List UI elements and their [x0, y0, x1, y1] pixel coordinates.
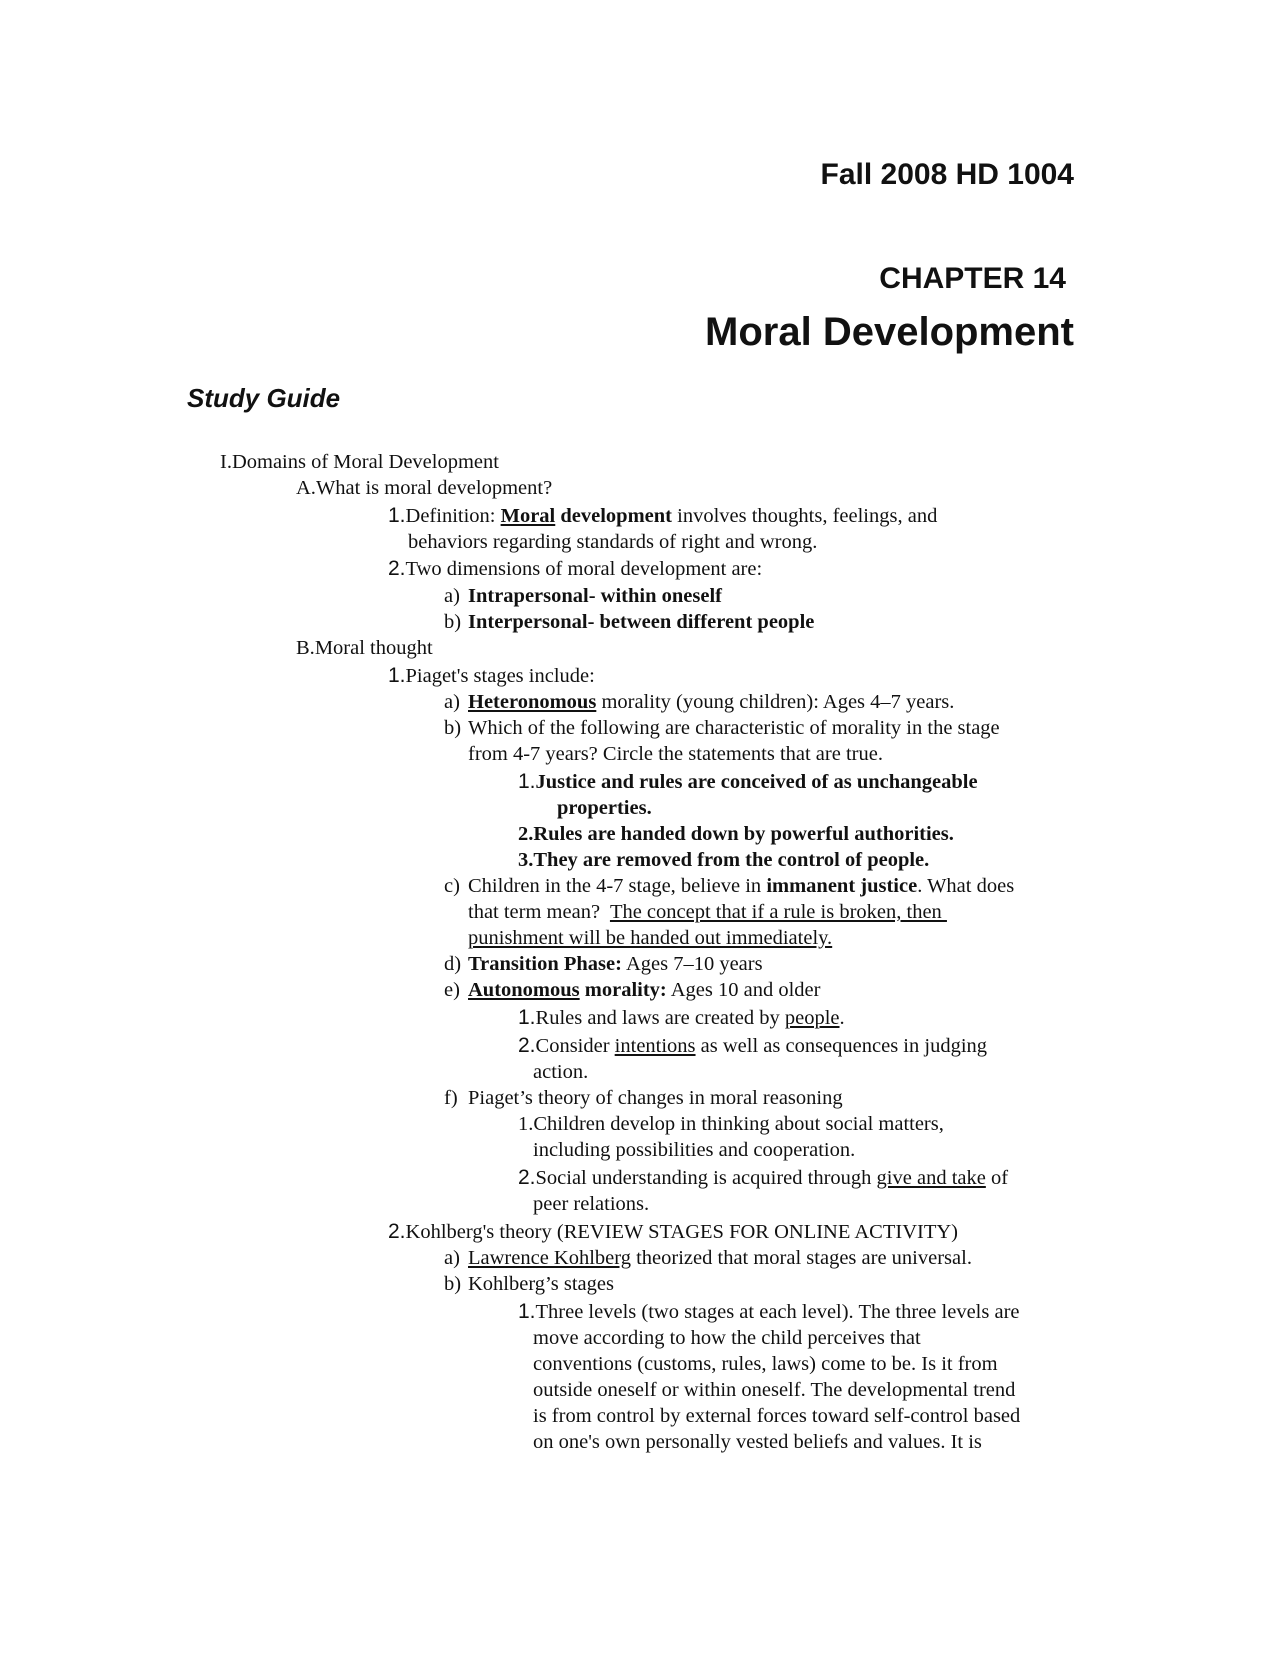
outline-item-b2b1-line5: is from control by external forces toward self-control based: [533, 1405, 1021, 1427]
outline-item-b1e2-continued: action.: [533, 1061, 589, 1083]
outline-item-b1: 1.Piaget's stages include:: [388, 664, 595, 687]
study-guide-heading: Study Guide: [187, 383, 341, 413]
outline-item-b1b2: 2.Rules are handed down by powerful authorities.: [518, 823, 954, 845]
outline-item-b1c-continued: that term mean? The concept that if a rule is broken, then: [468, 901, 947, 923]
outline-item-b1d: d) Transition Phase: Ages 7–10 years: [444, 953, 763, 975]
outline-item-a1-continued: behaviors regarding standards of right and wrong.: [408, 531, 818, 553]
outline-item-b1b3: 3.They are removed from the control of people.: [518, 849, 930, 871]
outline-item-a1: 1.Definition: Moral development involves thoughts, feelings, and: [388, 504, 938, 527]
outline-item-b: B.Moral thought: [296, 637, 433, 659]
outline-item-b1e: e) Autonomous morality: Ages 10 and older: [444, 979, 821, 1001]
outline-item-b1c-answer: punishment will be handed out immediately.: [468, 927, 833, 949]
outline-item-b1b1-continued: properties.: [557, 797, 652, 819]
outline-item-b1f2: 2.Social understanding is acquired through give and take of: [518, 1166, 1009, 1189]
outline-item-i: I.Domains of Moral Development: [220, 451, 499, 473]
outline-item-a: A.What is moral development?: [296, 477, 553, 499]
outline-item-b2a: a) Lawrence Kohlberg theorized that moral stages are universal.: [444, 1247, 972, 1269]
outline-item-b2b1-line6: on one's own personally vested beliefs and values. It is: [533, 1431, 982, 1453]
outline-item-b1f: f) Piaget’s theory of changes in moral reasoning: [444, 1087, 843, 1109]
outline-item-a2b: b) Interpersonal- between different people: [444, 611, 815, 633]
outline-item-b2b1-line4: outside oneself or within oneself. The developmental trend: [533, 1379, 1016, 1401]
outline-item-b1b1: 1.Justice and rules are conceived of as unchangeable: [518, 770, 978, 793]
outline-item-b2: 2.Kohlberg's theory (REVIEW STAGES FOR ONLINE ACTIVITY): [388, 1220, 958, 1243]
course-heading: Fall 2008 HD 1004: [820, 158, 1074, 191]
outline-item-b1f1: 1.Children develop in thinking about social matters,: [518, 1113, 944, 1135]
outline-item-b1c: c) Children in the 4-7 stage, believe in immanent justice. What does: [444, 875, 1015, 897]
outline-item-b1b: b) Which of the following are characteristic of morality in the stage: [444, 717, 1000, 739]
outline-item-a2: 2.Two dimensions of moral development are:: [388, 557, 763, 580]
outline-item-b2b1-line3: conventions (customs, rules, laws) come to be. Is it from: [533, 1353, 998, 1375]
outline-item-b2b1: 1.Three levels (two stages at each level). The three levels are: [518, 1300, 1020, 1323]
outline-item-b1f2-continued: peer relations.: [533, 1193, 650, 1215]
chapter-heading: CHAPTER 14: [879, 262, 1066, 295]
outline-item-b1e2: 2.Consider intentions as well as consequences in judging: [518, 1034, 988, 1057]
chapter-title: Moral Development: [705, 310, 1074, 354]
outline-item-b2b: b) Kohlberg’s stages: [444, 1273, 614, 1295]
outline-item-b1e1: 1.Rules and laws are created by people.: [518, 1006, 845, 1029]
outline-item-b1a: a) Heteronomous morality (young children): Ages 4–7 years.: [444, 691, 955, 713]
outline-item-b1f1-continued: including possibilities and cooperation.: [533, 1139, 856, 1161]
outline-item-a2a: a) Intrapersonal- within oneself: [444, 585, 722, 607]
outline-item-b2b1-line2: move according to how the child perceives that: [533, 1327, 921, 1349]
outline-item-b1b-continued: from 4-7 years? Circle the statements that are true.: [468, 743, 883, 765]
